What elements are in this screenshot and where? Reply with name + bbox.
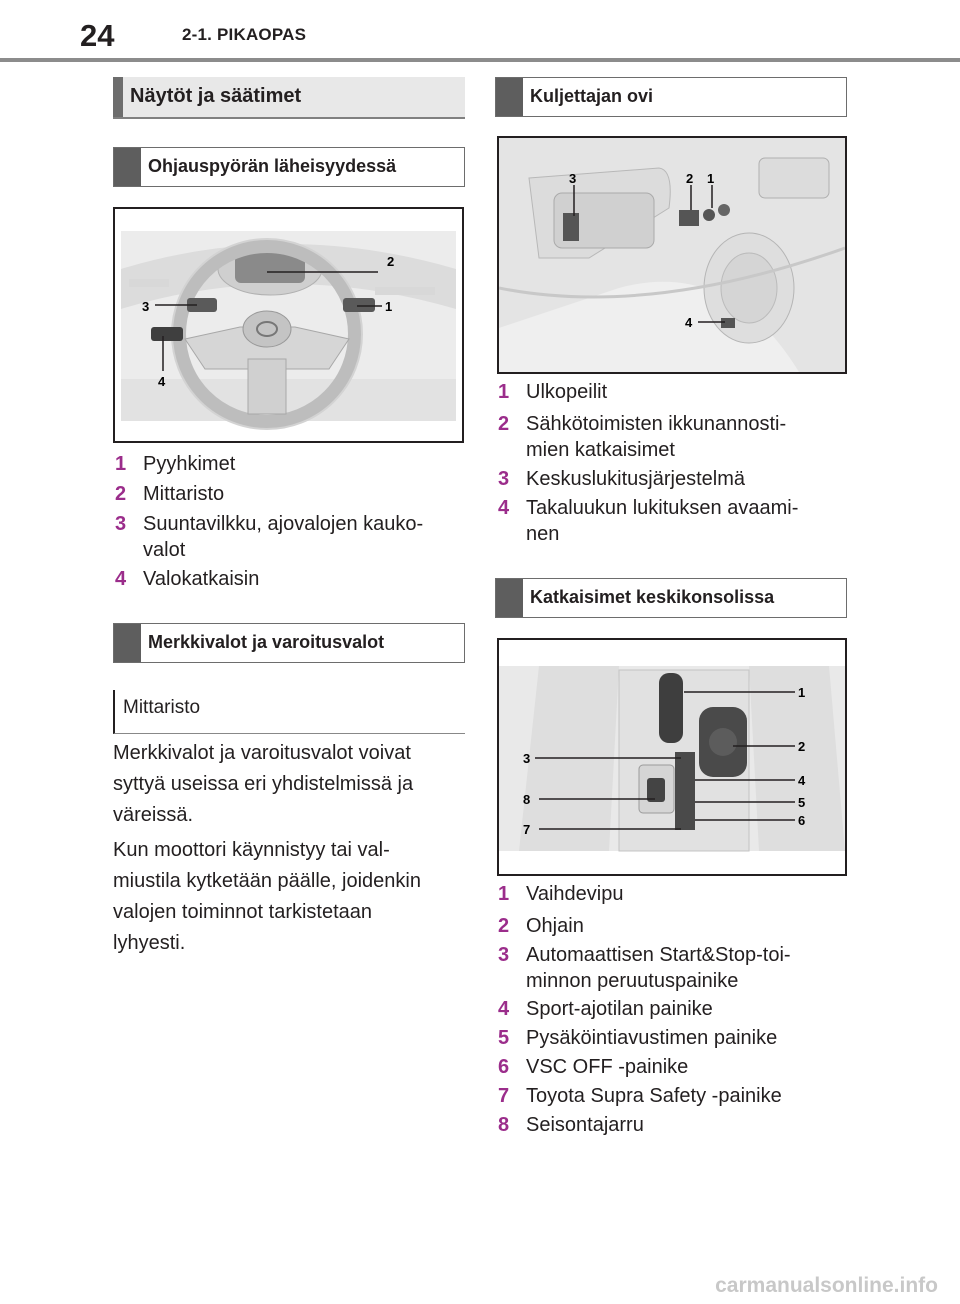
subsection-bar bbox=[114, 148, 141, 186]
paragraph-2 bbox=[113, 835, 473, 959]
subsection-drivers-door bbox=[495, 77, 847, 117]
item-label: Valokatkaisin bbox=[143, 568, 260, 590]
item-number: 2 bbox=[115, 483, 127, 505]
list-item bbox=[498, 495, 858, 549]
callout-2: 2 bbox=[686, 171, 694, 186]
subsection-warning-lights bbox=[113, 623, 465, 663]
item-label-continued: valot bbox=[143, 539, 186, 561]
callout-7: 7 bbox=[523, 822, 531, 837]
item-label: Keskuslukitusjärjestelmä bbox=[526, 468, 745, 490]
section-title-displays-controls bbox=[113, 77, 465, 119]
callout-3: 3 bbox=[523, 751, 531, 766]
list-item bbox=[498, 379, 858, 406]
item-number: 5 bbox=[498, 1027, 510, 1049]
list-item bbox=[115, 451, 475, 478]
item-label: Pyyhkimet bbox=[143, 453, 236, 475]
center-console-figure bbox=[497, 638, 847, 876]
text-line: lyhyesti. bbox=[113, 932, 186, 954]
callout-5: 5 bbox=[798, 795, 806, 810]
callout-1: 1 bbox=[385, 299, 393, 314]
page-number: 24 bbox=[80, 18, 115, 53]
text-line: Merkkivalot ja varoitusvalot voivat bbox=[113, 742, 411, 764]
subsection-steering bbox=[113, 147, 465, 187]
item-number: 7 bbox=[498, 1085, 510, 1107]
subsection-center-console bbox=[495, 578, 847, 618]
item-number: 4 bbox=[115, 568, 127, 590]
steering-wheel-figure bbox=[113, 207, 464, 443]
list-item bbox=[498, 913, 858, 940]
callout-4: 4 bbox=[158, 374, 166, 389]
subsection-bar bbox=[114, 624, 141, 662]
paragraph-1 bbox=[113, 738, 473, 831]
subheading-text: Mittaristo bbox=[123, 697, 201, 718]
text-line: miustila kytketään päälle, joidenkin bbox=[113, 870, 421, 892]
callout-3: 3 bbox=[569, 171, 577, 186]
callout-4: 4 bbox=[685, 315, 693, 330]
list-item bbox=[115, 566, 475, 593]
item-label-continued: mien katkaisimet bbox=[526, 439, 675, 461]
callout-6: 6 bbox=[798, 813, 806, 828]
item-number: 8 bbox=[498, 1114, 510, 1136]
item-number: 4 bbox=[498, 998, 510, 1020]
list-item bbox=[498, 1054, 858, 1081]
item-number: 2 bbox=[498, 413, 510, 435]
item-label: Sport-ajotilan painike bbox=[526, 998, 713, 1020]
item-label: Mittaristo bbox=[143, 483, 225, 505]
subsection-bar bbox=[496, 579, 523, 617]
item-number: 1 bbox=[115, 453, 127, 475]
item-label: VSC OFF -painike bbox=[526, 1056, 689, 1078]
callout-1: 1 bbox=[798, 685, 806, 700]
item-label: Suuntavilkku, ajovalojen kauko- bbox=[143, 513, 424, 535]
subsection-warning-title: Merkkivalot ja varoitusvalot bbox=[148, 632, 385, 652]
steering-wheel-illustration bbox=[115, 209, 462, 441]
section-title-text: Näytöt ja säätimet bbox=[130, 85, 302, 107]
callout-4: 4 bbox=[798, 773, 806, 788]
item-number: 3 bbox=[115, 513, 127, 535]
text-line: valojen toiminnot tarkistetaan bbox=[113, 901, 373, 923]
item-label: Automaattisen Start&Stop-toi- bbox=[526, 944, 791, 966]
subsection-steering-title: Ohjauspyörän läheisyydessä bbox=[148, 156, 397, 176]
item-label: Ulkopeilit bbox=[526, 381, 608, 403]
callout-2: 2 bbox=[387, 254, 395, 269]
header-divider bbox=[0, 58, 960, 62]
item-number: 3 bbox=[498, 944, 510, 966]
item-label-continued: nen bbox=[526, 523, 560, 545]
item-number: 1 bbox=[498, 381, 510, 403]
console-illustration bbox=[499, 640, 845, 874]
item-label: Ohjain bbox=[526, 915, 584, 937]
text-line: väreissä. bbox=[113, 804, 194, 826]
item-number: 2 bbox=[498, 915, 510, 937]
item-label: Seisontajarru bbox=[526, 1114, 644, 1136]
item-label: Pysäköintiavustimen painike bbox=[526, 1027, 778, 1049]
list-item bbox=[498, 411, 858, 465]
list-item bbox=[115, 511, 475, 565]
callout-1: 1 bbox=[707, 171, 715, 186]
callout-3: 3 bbox=[142, 299, 150, 314]
list-item bbox=[498, 1112, 858, 1139]
drivers-door-figure bbox=[497, 136, 847, 374]
item-label: Vaihdevipu bbox=[526, 883, 624, 905]
item-number: 1 bbox=[498, 883, 510, 905]
item-label: Toyota Supra Safety -painike bbox=[526, 1085, 782, 1107]
item-number: 6 bbox=[498, 1056, 510, 1078]
list-item bbox=[498, 1025, 858, 1052]
list-item bbox=[498, 466, 858, 493]
text-line: syttyä useissa eri yhdistelmissä ja bbox=[113, 773, 414, 795]
subsection-door-title: Kuljettajan ovi bbox=[530, 86, 654, 106]
subheading-mittaristo bbox=[113, 690, 465, 734]
item-label: Sähkötoimisten ikkunannosti- bbox=[526, 413, 787, 435]
callout-8: 8 bbox=[523, 792, 531, 807]
section-title-bar bbox=[113, 77, 123, 117]
list-item bbox=[498, 881, 858, 908]
watermark: carmanualsonline.info bbox=[715, 1274, 938, 1297]
list-item bbox=[498, 942, 858, 996]
text-line: Kun moottori käynnistyy tai val- bbox=[113, 839, 390, 861]
item-label-continued: minnon peruutuspainike bbox=[526, 970, 739, 992]
list-item bbox=[498, 1083, 858, 1110]
subsection-console-title: Katkaisimet keskikonsolissa bbox=[530, 587, 775, 607]
list-item bbox=[498, 996, 858, 1023]
chapter-title: 2-1. PIKAOPAS bbox=[182, 25, 307, 44]
item-number: 3 bbox=[498, 468, 510, 490]
door-illustration bbox=[499, 138, 845, 372]
subsection-bar bbox=[496, 78, 523, 116]
item-label: Takaluukun lukituksen avaami- bbox=[526, 497, 799, 519]
callout-2: 2 bbox=[798, 739, 806, 754]
list-item bbox=[115, 481, 475, 508]
item-number: 4 bbox=[498, 497, 510, 519]
